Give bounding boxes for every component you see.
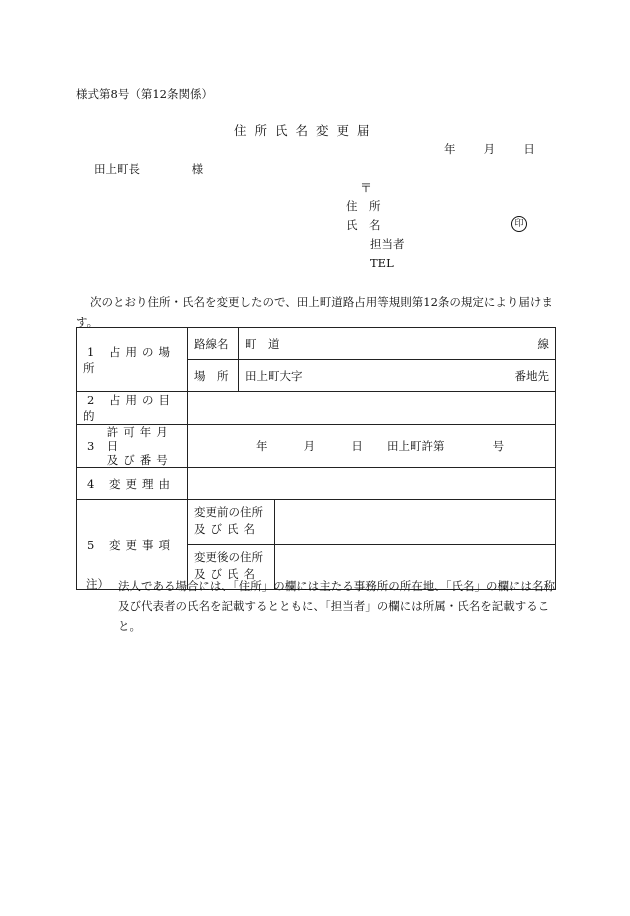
permit-prefix: 田上町許第 (386, 439, 445, 453)
route-town: 町 道 (245, 336, 280, 351)
addressee (94, 161, 203, 177)
after-label: 変更後の住所 及び氏名 (188, 545, 275, 589)
permit-year: 年 (256, 439, 268, 453)
place-label: 場 所 (188, 360, 239, 392)
row3-label-line2: 及び番号 (106, 453, 173, 467)
row1-header: 1 占用の場所 (77, 328, 188, 392)
row3-header: 3 許可年月日 及び番号 (77, 425, 188, 468)
date-day: 日 (523, 142, 535, 156)
permit-month: 月 (303, 439, 316, 453)
row2-header: 2 占用の目的 (77, 392, 188, 425)
footnote-text: 法人である場合には、「住所」の欄には主たる事務所の所在地、「氏名」の欄には名称及び代表者の氏名を記載するとともに、「担当者」の欄には所属・氏名を記載すること。 (118, 579, 555, 633)
date-year: 年 (444, 142, 456, 156)
date-line (444, 141, 535, 157)
notification-table (76, 327, 556, 590)
table-row (77, 392, 556, 425)
row1-label: 占用の場所 (83, 344, 175, 375)
intro-text: 次のとおり住所・氏名を変更したので、田上町道路占用等規則第12条の規定により届けます。 (76, 295, 553, 329)
table-row (77, 468, 556, 500)
tel-label: TEL (370, 256, 394, 270)
permit-number-suffix: 号 (492, 439, 505, 453)
place-suffix: 番地先 (514, 368, 549, 383)
row2-label: 占用の目的 (83, 393, 175, 423)
table-row (77, 425, 556, 468)
row3-label-line1: 許可年月日 (106, 425, 173, 453)
purpose-value[interactable] (188, 392, 556, 425)
table-row (77, 500, 556, 545)
footnote-tag: 注） (86, 577, 109, 591)
route-suffix: 線 (537, 336, 549, 351)
route-label: 路線名 (188, 328, 239, 360)
footnote (86, 576, 556, 636)
address-label: 住 所 (346, 199, 381, 213)
postal-mark: 〒 (360, 181, 373, 195)
row4-label: 変更理由 (109, 476, 175, 491)
place-prefix: 田上町大字 (245, 368, 303, 383)
addressee-honorific: 様 (191, 162, 204, 176)
before-value[interactable] (275, 500, 555, 544)
table-row (77, 328, 556, 360)
permit-day: 日 (351, 439, 363, 453)
form-number: 様式第8号（第12条関係） (76, 87, 213, 101)
document-title: 住所氏名変更届 (234, 123, 378, 138)
row5-label: 変更事項 (109, 537, 175, 552)
row5-header: 5 変更事項 (77, 500, 188, 590)
addressee-name: 田上町長 (94, 162, 140, 176)
row4-header: 4 変更理由 (77, 468, 188, 500)
before-label: 変更前の住所 及び氏名 (188, 500, 275, 544)
seal-mark: 印 (511, 216, 527, 232)
name-label: 氏 名 (346, 218, 381, 232)
reason-value[interactable] (188, 468, 556, 500)
date-month: 月 (483, 142, 496, 156)
route-value[interactable] (239, 328, 556, 360)
contact-label: 担当者 (370, 237, 405, 251)
place-value[interactable] (239, 360, 556, 392)
permit-value[interactable] (188, 425, 556, 468)
